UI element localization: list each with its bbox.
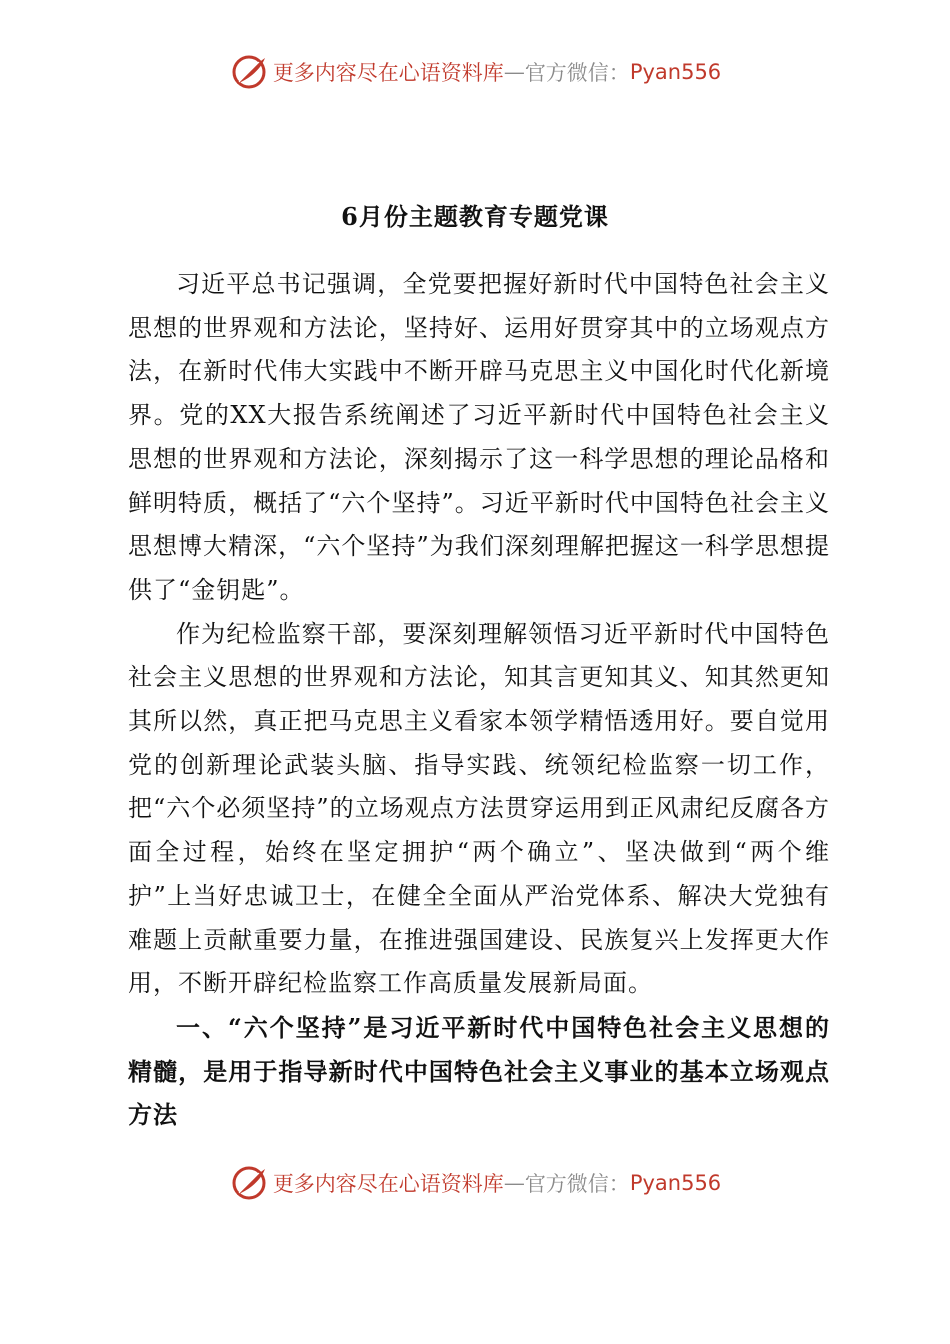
section-heading: 一、“六个坚持”是习近平新时代中国特色社会主义思想的精髓，是用于指导新时代中国特色社会主义事业的基本立场观点方法 xyxy=(128,1012,830,1130)
watermark-wechat-label: 官方微信： xyxy=(524,61,630,85)
watermark-separator: — xyxy=(503,60,525,84)
watermark-site-text: 更多内容尽在心语资料库 xyxy=(272,1172,504,1196)
feather-circle-logo-icon xyxy=(229,1163,269,1203)
top-watermark-banner xyxy=(0,52,950,92)
watermark-wechat-id: Pyan556 xyxy=(629,60,722,84)
body-paragraph: 作为纪检监察干部，要深刻理解领悟习近平新时代中国特色社会主义思想的世界观和方法论，知其言更知其义、知其然更知其所以然，真正把马克思主义看家本领学精悟透用好。要自觉用党的创新理论武装头脑、指导实践、统领纪检监察一切工作，把“六个必须坚持”的立场观点方法贯穿运用到正风肃纪反腐各方面全过程，始终在坚定拥护“两个确立”、坚决做到“两个维护”上当好忠诚卫士，在健全全面从严治党体系、解决大党独有难题上贡献重要力量，在推进强国建设、民族复兴上发挥更大作用，不断开辟纪检监察工作高质量发展新局面。 xyxy=(128,619,830,998)
watermark-wechat-id: Pyan556 xyxy=(629,1171,722,1195)
watermark-site-text: 更多内容尽在心语资料库 xyxy=(272,61,504,85)
watermark-wechat-label: 官方微信： xyxy=(524,1172,630,1196)
bottom-watermark-banner xyxy=(0,1163,950,1203)
watermark-separator: — xyxy=(503,1171,525,1195)
document-title: 6月份主题教育专题党课 xyxy=(341,202,609,231)
document-body xyxy=(128,263,830,1137)
body-paragraph: 习近平总书记强调，全党要把握好新时代中国特色社会主义思想的世界观和方法论，坚持好、运用好贯穿其中的立场观点方法，在新时代伟大实践中不断开辟马克思主义中国化时代化新境界。党的XX大报告系统阐述了习近平新时代中国特色社会主义思想的世界观和方法论，深刻揭示了这一科学思想的理论品格和鲜明特质，概括了“六个坚持”。习近平新时代中国特色社会主义思想博大精深，“六个坚持”为我们深刻理解把握这一科学思想提供了“金钥匙”。 xyxy=(128,270,830,604)
feather-circle-logo-icon xyxy=(229,52,269,92)
